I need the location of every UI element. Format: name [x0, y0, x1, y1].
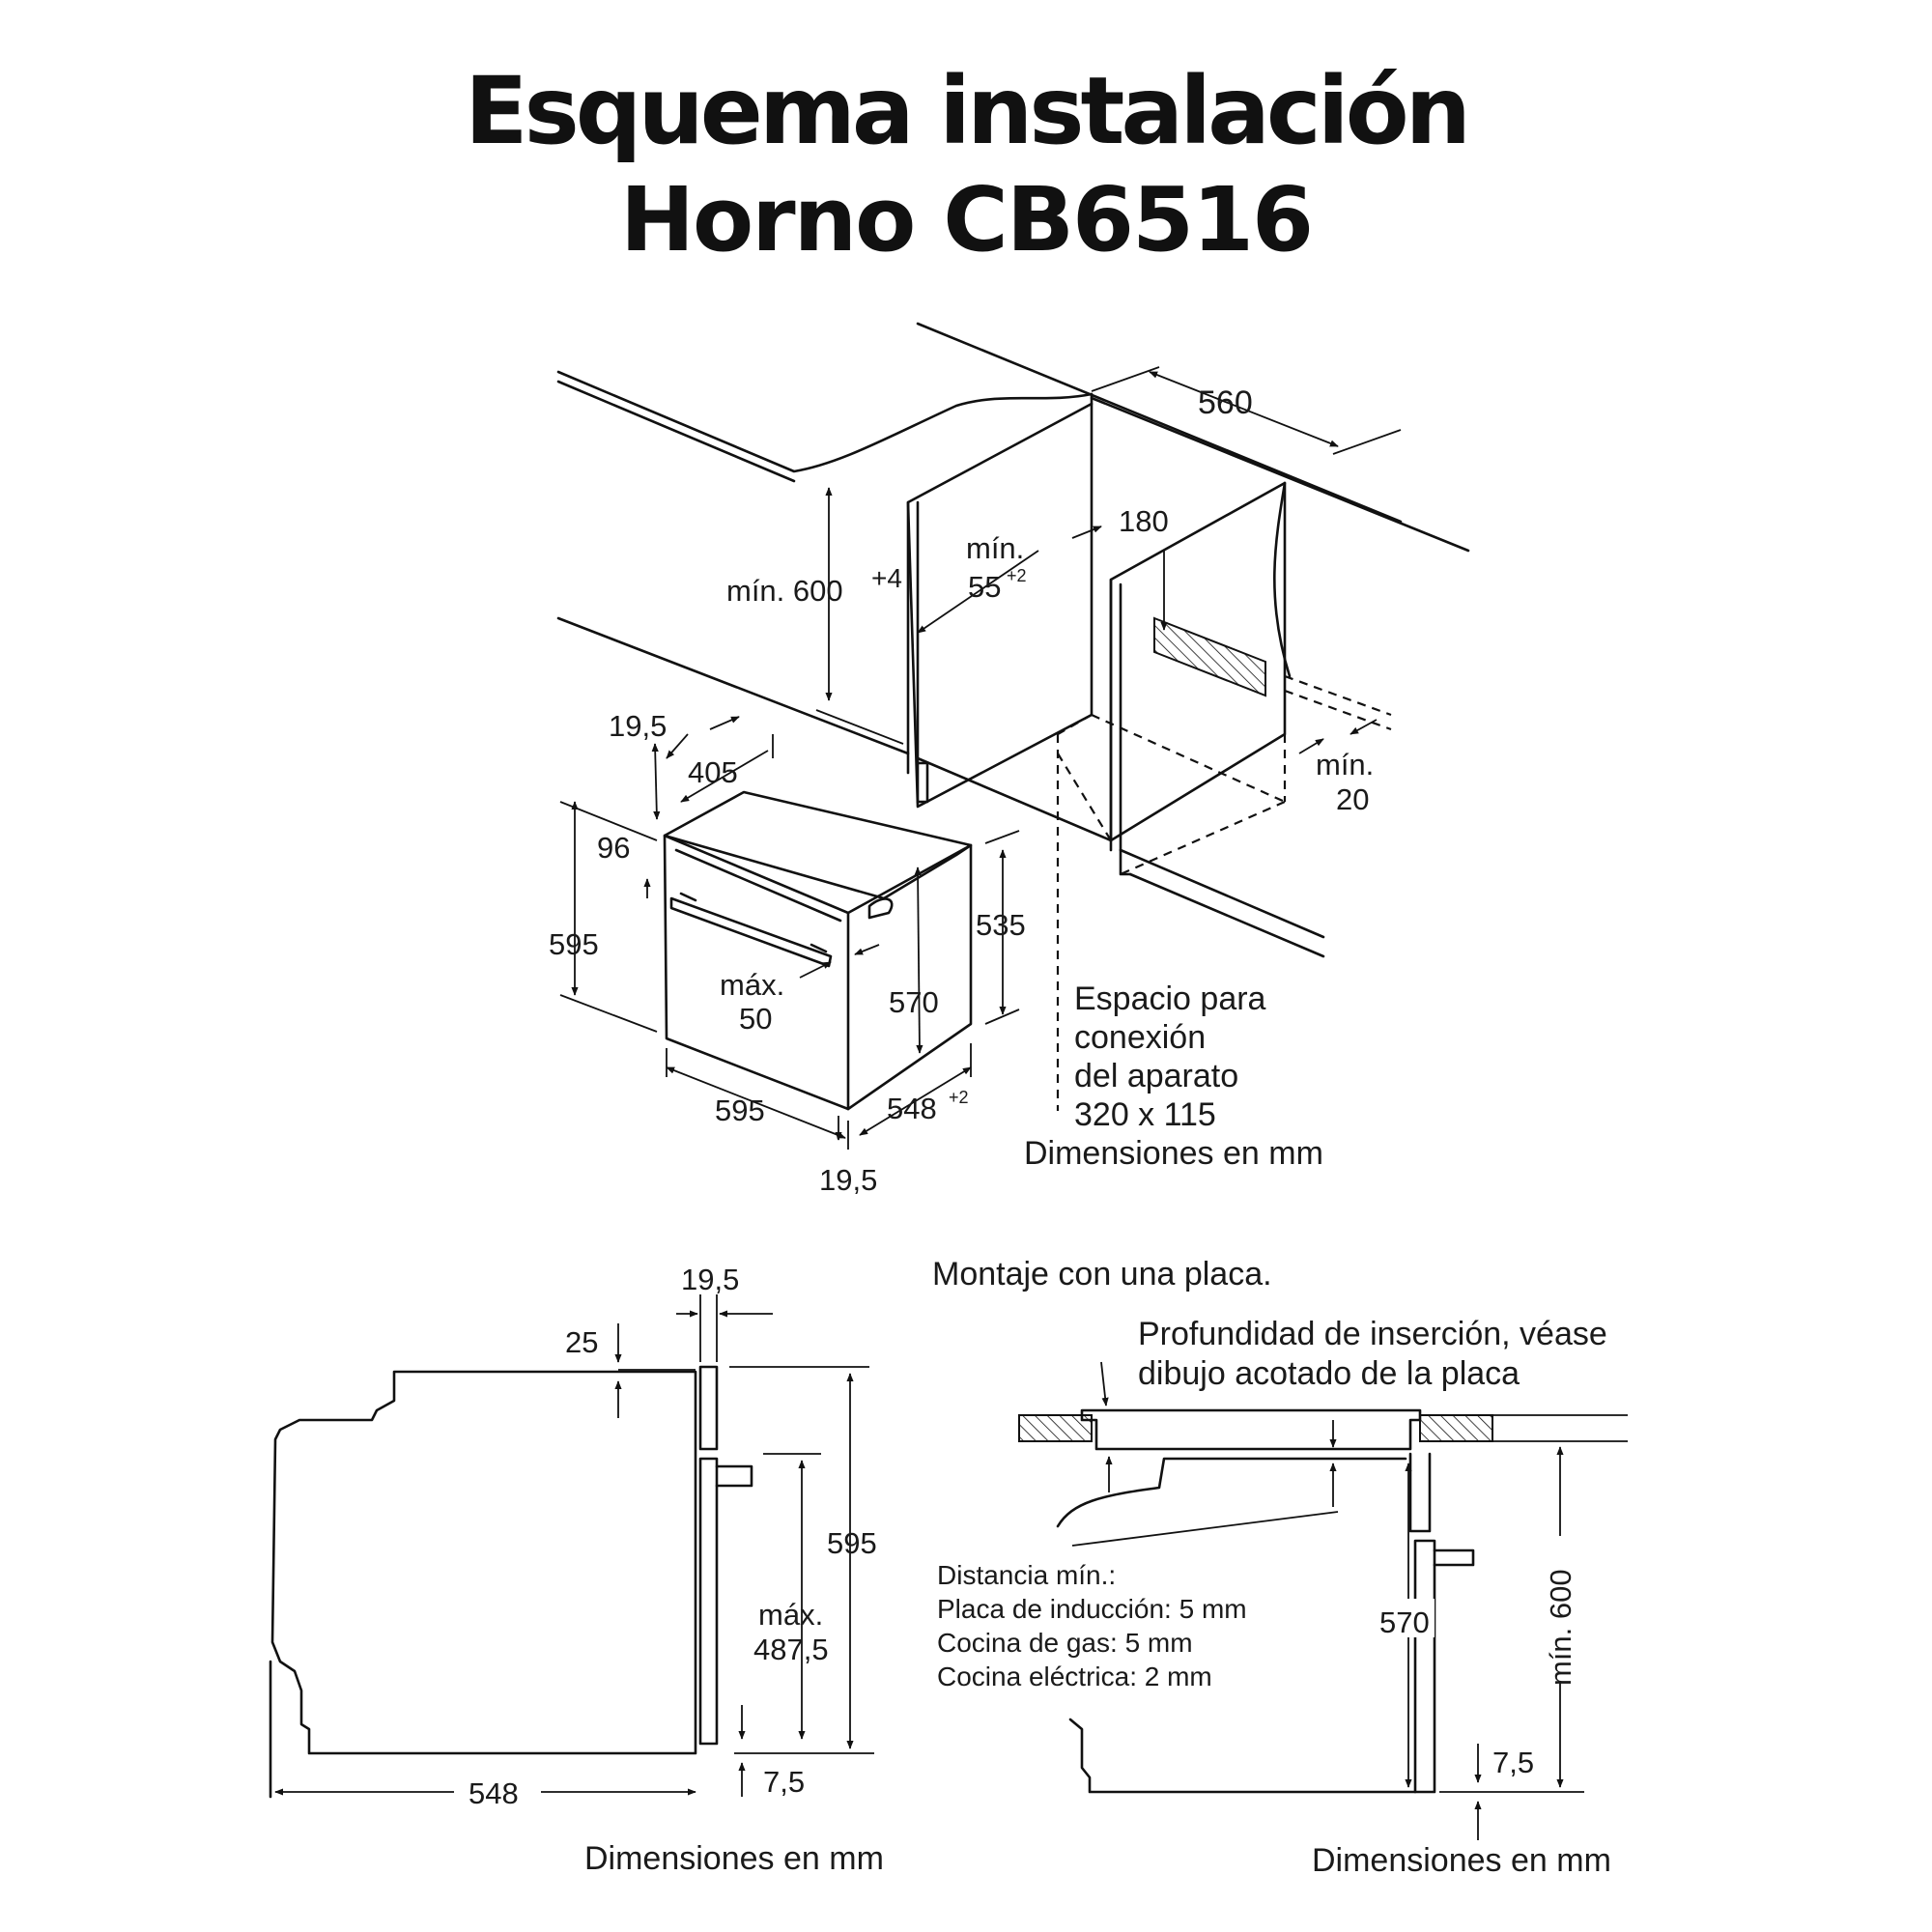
- side-label-19-5: 19,5: [681, 1263, 740, 1296]
- label-405: 405: [688, 755, 738, 789]
- side-label-548: 548: [469, 1776, 519, 1810]
- label-19-5-top: 19,5: [609, 709, 668, 743]
- cabinet-niche: [558, 324, 1468, 1111]
- label-min20-2: 20: [1336, 782, 1370, 816]
- connection-note: [1024, 980, 1323, 1172]
- side-view-dimensions: [275, 1294, 874, 1797]
- label-min55-1: mín.: [966, 531, 1025, 565]
- top-dimensions: [560, 367, 1401, 1150]
- label-min-600-tol: +4: [871, 563, 902, 593]
- oven-iso: [665, 792, 971, 1109]
- title-line-2: Horno CB6516: [620, 168, 1312, 271]
- side-label-7-5: 7,5: [763, 1765, 806, 1799]
- top-units-note: Dimensiones en mm: [1024, 1135, 1323, 1172]
- label-max50-1: máx.: [720, 968, 785, 1002]
- side-units-note: Dimensiones en mm: [584, 1840, 884, 1877]
- hob-heading: Montaje con una placa.: [932, 1256, 1272, 1293]
- connection-note-line-4: 320 x 115: [1074, 1096, 1216, 1133]
- distance-note-line-4: Cocina eléctrica: 2 mm: [937, 1662, 1212, 1691]
- hob-label-7-5: 7,5: [1492, 1746, 1535, 1779]
- side-view-labels: [469, 1263, 884, 1877]
- label-min-600: mín. 600: [726, 574, 843, 608]
- label-595-height: 595: [549, 927, 599, 961]
- label-570: 570: [889, 985, 939, 1019]
- hob-mounting-view: [932, 1256, 1628, 1879]
- label-min20-1: mín.: [1316, 748, 1375, 781]
- label-560: 560: [1198, 384, 1253, 421]
- label-595-width: 595: [715, 1094, 765, 1127]
- distance-note-line-1: Distancia mín.:: [937, 1560, 1117, 1590]
- label-96: 96: [597, 831, 631, 865]
- label-548: 548: [887, 1092, 937, 1125]
- insertion-note-line-2: dibujo acotado de la placa: [1138, 1355, 1520, 1392]
- side-label-25: 25: [565, 1325, 599, 1359]
- title-line-1: Esquema instalación: [465, 57, 1467, 165]
- side-label-max-1: máx.: [758, 1598, 824, 1632]
- label-180: 180: [1119, 504, 1169, 538]
- insertion-note-line-1: Profundidad de inserción, véase: [1138, 1316, 1607, 1352]
- hob-label-min600: mín. 600: [1544, 1569, 1577, 1686]
- label-min55-2: 55: [968, 570, 1002, 604]
- top-dim-labels: [549, 384, 1374, 1197]
- oven-side-view: [270, 1367, 752, 1797]
- hob-label-570: 570: [1379, 1605, 1430, 1639]
- side-label-max-2: 487,5: [753, 1633, 829, 1666]
- distance-note-line-3: Cocina de gas: 5 mm: [937, 1628, 1193, 1658]
- connection-note-line-2: conexión: [1074, 1019, 1207, 1056]
- connection-note-line-3: del aparato: [1074, 1058, 1239, 1094]
- label-min55-tol: +2: [1007, 566, 1027, 585]
- connection-note-line-1: Espacio para: [1074, 980, 1266, 1017]
- side-label-595: 595: [827, 1526, 877, 1560]
- label-535: 535: [976, 908, 1026, 942]
- distance-note-line-2: Placa de inducción: 5 mm: [937, 1594, 1247, 1624]
- label-548-tol: +2: [949, 1088, 969, 1107]
- label-19-5-bottom: 19,5: [819, 1163, 878, 1197]
- label-max50-2: 50: [739, 1002, 773, 1036]
- hob-units-note: Dimensiones en mm: [1312, 1842, 1611, 1879]
